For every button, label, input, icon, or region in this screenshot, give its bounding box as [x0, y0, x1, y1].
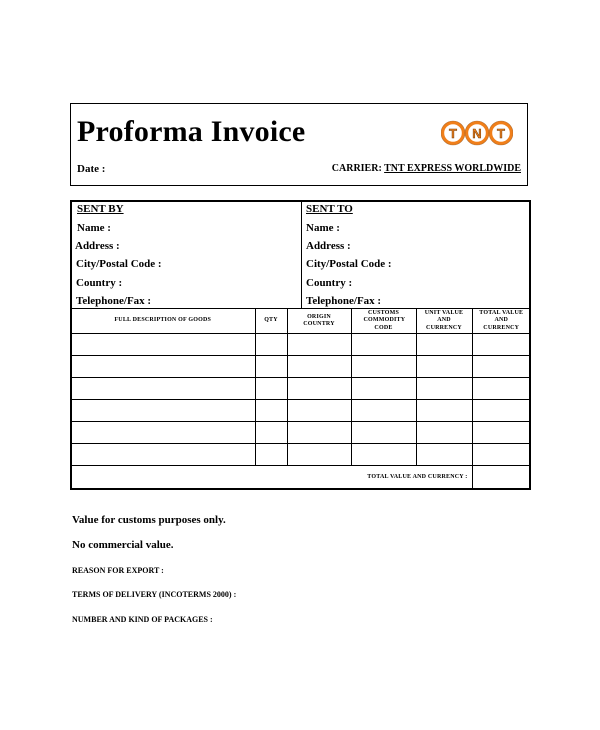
origin-country-cell[interactable] [287, 444, 351, 466]
total-row [71, 466, 530, 489]
logo-letter-t2: T [497, 126, 505, 141]
qty-cell[interactable] [255, 422, 287, 444]
total-value-cell[interactable] [472, 356, 530, 378]
column-header-customs-code [351, 309, 416, 334]
qty-cell[interactable] [255, 334, 287, 356]
description-cell[interactable] [71, 334, 255, 356]
unit-value-cell[interactable] [416, 422, 472, 444]
carrier-label: CARRIER: [331, 163, 382, 174]
table-header-row [71, 309, 530, 334]
sent-to-name-field[interactable]: Name : [306, 222, 340, 234]
carrier-value: TNT EXPRESS WORLDWIDE [384, 163, 521, 174]
total-value-cell[interactable] [472, 400, 530, 422]
origin-country-cell[interactable] [287, 356, 351, 378]
unit-value-cell[interactable] [416, 334, 472, 356]
column-header-unit-value-text: UNIT VALUE AND CURRENCY [424, 309, 464, 331]
invoice-header [70, 103, 528, 186]
unit-value-cell[interactable] [416, 400, 472, 422]
customs-code-cell[interactable] [351, 334, 416, 356]
customs-code-cell[interactable] [351, 422, 416, 444]
qty-cell[interactable] [255, 378, 287, 400]
sent-by-address-field[interactable]: Address : [75, 240, 120, 252]
reason-for-export-field[interactable]: REASON FOR EXPORT : [72, 566, 164, 575]
page-title: Proforma Invoice [77, 115, 306, 148]
column-header-total-value [472, 309, 530, 334]
origin-country-cell[interactable] [287, 422, 351, 444]
column-header-origin-country-text: ORIGIN COUNTRY [303, 313, 335, 327]
sent-by-heading: SENT BY [77, 203, 124, 215]
table-row [71, 400, 530, 422]
carrier-info [332, 163, 521, 174]
total-value-label: TOTAL VALUE AND CURRENCY : [71, 466, 472, 489]
sent-to-heading: SENT TO [306, 203, 353, 215]
total-value-cell[interactable] [472, 334, 530, 356]
sent-to-telephone-fax-field[interactable]: Telephone/Fax : [306, 295, 382, 307]
description-cell[interactable] [71, 400, 255, 422]
sent-to-address-field[interactable]: Address : [306, 240, 351, 252]
column-header-qty: QTY [255, 309, 287, 334]
date-label: Date : [77, 163, 106, 175]
total-value-cell[interactable] [472, 378, 530, 400]
table-row [71, 378, 530, 400]
sent-by-country-field[interactable]: Country : [76, 277, 123, 289]
column-header-total-value-text: TOTAL VALUE AND CURRENCY [479, 309, 524, 331]
description-cell[interactable] [71, 356, 255, 378]
customs-code-cell[interactable] [351, 378, 416, 400]
sent-by-name-field[interactable]: Name : [77, 222, 111, 234]
description-cell[interactable] [71, 422, 255, 444]
total-value-cell[interactable] [472, 444, 530, 466]
table-row [71, 444, 530, 466]
grand-total-cell[interactable] [472, 466, 530, 489]
customs-purposes-note: Value for customs purposes only. [72, 514, 226, 526]
column-header-description: FULL DESCRIPTION OF GOODS [71, 309, 255, 334]
terms-of-delivery-field[interactable]: TERMS OF DELIVERY (INCOTERMS 2000) : [72, 590, 237, 599]
packages-field[interactable]: NUMBER AND KIND OF PACKAGES : [72, 615, 213, 624]
customs-code-cell[interactable] [351, 400, 416, 422]
unit-value-cell[interactable] [416, 356, 472, 378]
customs-code-cell[interactable] [351, 444, 416, 466]
qty-cell[interactable] [255, 400, 287, 422]
qty-cell[interactable] [255, 356, 287, 378]
origin-country-cell[interactable] [287, 334, 351, 356]
column-header-origin-country [287, 309, 351, 334]
table-row [71, 356, 530, 378]
sent-to-country-field[interactable]: Country : [306, 277, 353, 289]
origin-country-cell[interactable] [287, 400, 351, 422]
description-cell[interactable] [71, 444, 255, 466]
description-cell[interactable] [71, 378, 255, 400]
column-header-unit-value [416, 309, 472, 334]
party-divider [301, 202, 302, 308]
no-commercial-value-note: No commercial value. [72, 539, 174, 551]
table-row [71, 334, 530, 356]
total-value-cell[interactable] [472, 422, 530, 444]
logo-letter-t1: T [449, 126, 457, 141]
sent-by-city-postal-field[interactable]: City/Postal Code : [76, 258, 162, 270]
customs-code-cell[interactable] [351, 356, 416, 378]
unit-value-cell[interactable] [416, 378, 472, 400]
qty-cell[interactable] [255, 444, 287, 466]
column-header-customs-code-text: CUSTOMS COMMODITY CODE [363, 309, 406, 331]
unit-value-cell[interactable] [416, 444, 472, 466]
sent-to-city-postal-field[interactable]: City/Postal Code : [306, 258, 392, 270]
logo-letter-n: N [472, 126, 482, 141]
tnt-logo-icon [441, 120, 513, 146]
sent-by-telephone-fax-field[interactable]: Telephone/Fax : [76, 295, 152, 307]
origin-country-cell[interactable] [287, 378, 351, 400]
goods-table [71, 308, 530, 488]
table-row [71, 422, 530, 444]
